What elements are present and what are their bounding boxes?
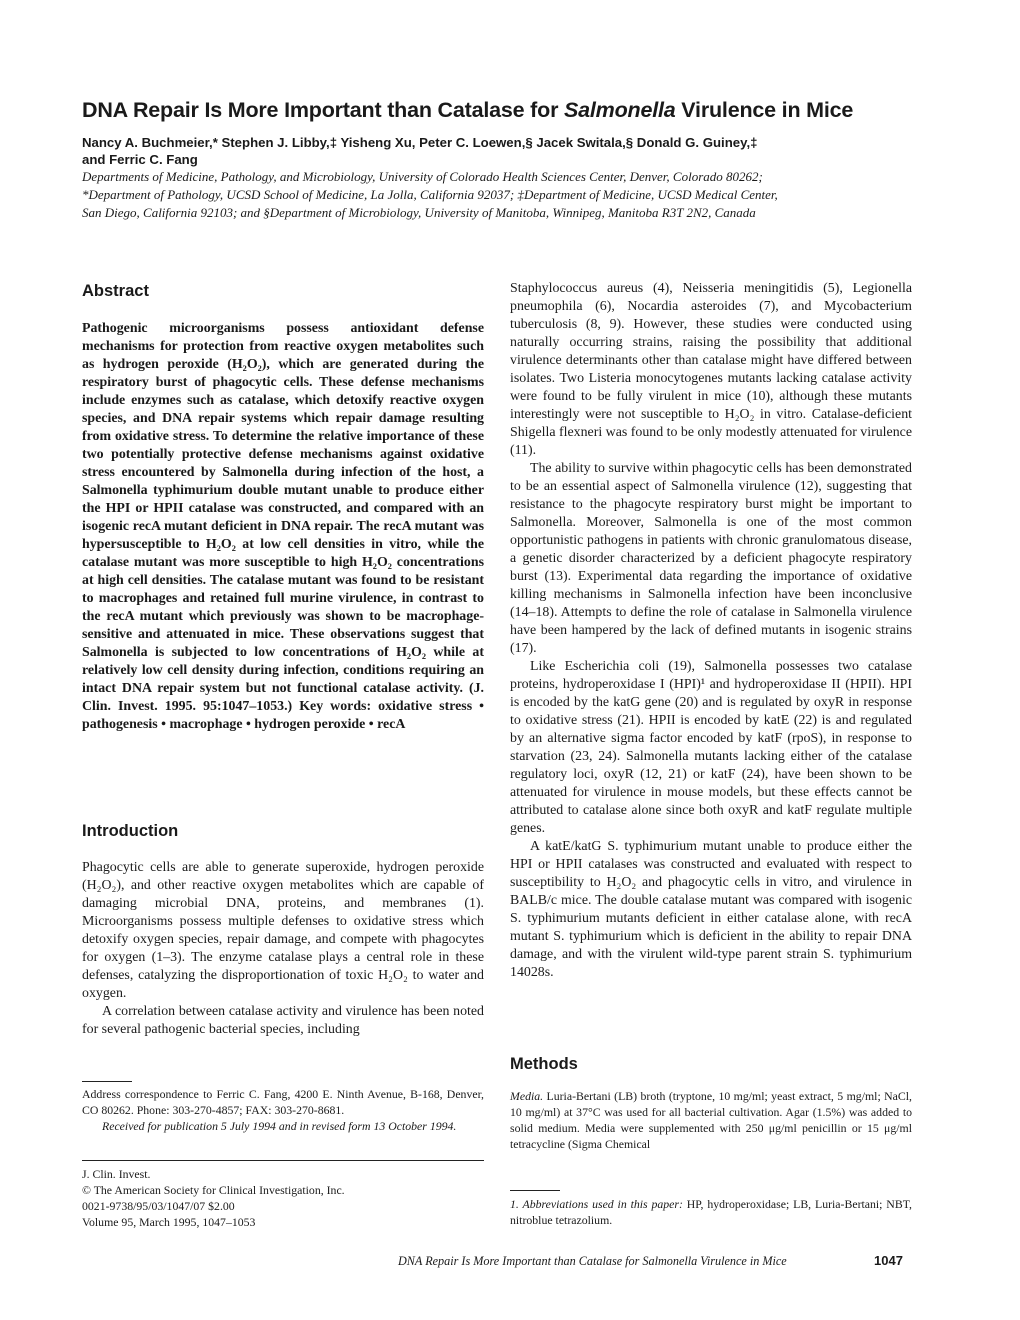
correspondence-footnote: [82, 1086, 484, 1134]
correspondence-text: Address correspondence to Ferric C. Fang, 4200 E. Ninth Avenue, B-168, Denver, CO 80262. Phone: 303-270-4857; FAX: 303-270-8681.: [82, 1087, 484, 1117]
abstract-text: Pathogenic microorganisms possess antioxidant defense mechanisms for protection from reactive oxygen metabolites such as hydrogen peroxide (H₂O₂), which are generated during the respiratory burst of phagocytic cells. These defense mechanisms include enzymes such as catalase, which detoxify reactive oxygen species, and DNA repair systems which repair damage resulting from oxidative stress. To determine the relative importance of these two potentially protective defense mechanisms against oxidative stress encountered by Salmonella during infection of the host, a Salmonella typhimurium double mutant unable to produce either the HPI or HPII catalase was constructed, and compared with an isogenic recA mutant deficient in DNA repair. The recA mutant was hypersusceptible to H₂O₂ at low cell densities in vitro, while the catalase mutant was more susceptible to high H₂O₂ concentrations at high cell densities. The catalase mutant was found to be resistant to macrophages and retained full murine virulence, in contrast to the recA mutant which previously was shown to be macrophage-sensitive and attenuated in mice. These observations suggest that Salmonella is subjected to low concentrations of H₂O₂ while at relatively low cell density during infection, conditions requiring an intact DNA repair system but not functional catalase activity. (J. Clin. Invest. 1995. 95:1047–1053.) Key words: oxidative stress • pathogenesis • macrophage • hydrogen peroxide • recA: [82, 321, 484, 732]
methods-section: [510, 1055, 912, 1152]
media-text: Luria-Bertani (LB) broth (tryptone, 10 mg/ml; yeast extract, 5 mg/ml; NaCl, 10 mg/ml) at 37°C was used for all bacterial cultivation. Agar (1.5%) was added to solid medium. Media were supplemented with 250 μg/ml penicillin or 15 μg/ml tetracycline (Sigma Chemical: [510, 1089, 912, 1151]
media-label: Media.: [510, 1089, 544, 1103]
running-footer: DNA Repair Is More Important than Catalase for Salmonella Virulence in Mice: [398, 1254, 787, 1268]
body-paragraph-2: The ability to survive within phagocytic cells has been demonstrated to be an essential aspect of Salmonella virulence (12), suggesting that resistance to the phagocyte respiratory burst might be important to Salmonella. Moreover, Salmonella is one of the most common opportunistic pathogens in patients with chronic granulomatous disease, a genetic disorder characterized by a deficient phagocyte respiratory burst (13). Experimental data regarding the importance of oxidative killing mechanisms in Salmonella infection have been inconclusive (14–18). Attempts to define the role of catalase in Salmonella virulence have been hampered by the lack of defined mutants in isogenic strains (17).: [510, 461, 912, 656]
body-paragraph-3: Like Escherichia coli (19), Salmonella possesses two catalase proteins, hydroperoxidase I (HPI)¹ and hydroperoxidase II (HPII). HPI is encoded by the katG gene (20) and is regulated by oxyR in response to oxidative stress (21). HPII is encoded by katE (22) is and regulated by an alternative sigma factor encoded by katF (rpoS), in response to starvation (23, 24). Salmonella mutants lacking either of the catalase regulatory loci, oxyR (12, 21) or katF (24), have been shown to be attenuated for virulence in mouse models, but these effects cannot be attributed to catalase alone since both oxyR and katF regulate multiple genes.: [510, 659, 912, 836]
introduction-heading: Introduction: [82, 822, 179, 840]
paper-title: DNA Repair Is More Important than Catalase for Salmonella Virulence in Mice: [82, 98, 854, 122]
citation-divider: [82, 1160, 484, 1161]
introduction-section: [82, 822, 484, 1039]
page-number: 1047: [874, 1253, 903, 1268]
issn-line: 0021-9738/95/03/1047/07 $2.00: [82, 1199, 235, 1213]
abbrev-label: 1. Abbreviations used in this paper:: [510, 1197, 683, 1211]
intro-paragraph-2: A correlation between catalase activity and virulence has been noted for several pathogenic bacterial species, including: [82, 1004, 484, 1037]
received-text: Received for publication 5 July 1994 and in revised form 13 October 1994.: [102, 1119, 457, 1133]
copyright-line: © The American Society for Clinical Investigation, Inc.: [82, 1183, 345, 1197]
methods-heading: Methods: [510, 1055, 578, 1073]
authors-line-2: and Ferric C. Fang: [82, 152, 198, 167]
abstract-heading: Abstract: [82, 282, 149, 300]
abbrev-text: HP, hydroperoxidase; LB, Luria-Bertani; NBT, nitroblue tetrazolium.: [510, 1197, 912, 1227]
intro-paragraph-1: Phagocytic cells are able to generate superoxide, hydrogen peroxide (H₂O₂), and other reactive oxygen metabolites which are capable of damaging microbial DNA, proteins, and membranes (1). Microorganisms possess multiple defenses to oxidative stress which detoxify oxygen species, repair damage, and compete with phagocytes for oxygen (1–3). The enzyme catalase plays a central role in these defenses, catalyzing the disproportionation of toxic H₂O₂ to water and oxygen.: [82, 860, 484, 1001]
affiliation-line-3: San Diego, California 92103; and §Department of Microbiology, University of Manitoba, Winnipeg, Manitoba R3T 2N2, Canada: [82, 205, 756, 220]
volume-line: Volume 95, March 1995, 1047–1053: [82, 1215, 256, 1229]
affiliation-line-2: *Department of Pathology, UCSD School of Medicine, La Jolla, California 92037; ‡Department of Medicine, UCSD Medical Center,: [82, 187, 778, 202]
methods-media-paragraph: [510, 1088, 912, 1152]
affiliation-line-1: Departments of Medicine, Pathology, and Microbiology, University of Colorado Health Sciences Center, Denver, Colorado 80262;: [82, 169, 763, 184]
footnote-divider: [82, 1081, 132, 1082]
right-column-text: [510, 280, 912, 982]
abstract-section: [82, 282, 484, 734]
right-footnote-divider: [510, 1190, 560, 1191]
abbreviations-footnote: [510, 1196, 912, 1228]
body-paragraph-4: A katE/katG S. typhimurium mutant unable to produce either the HPI or HPII catalases was constructed and evaluated with respect to susceptibility to H₂O₂ and phagocytic cells in vitro, and virulence in BALB/c mice. The double catalase mutant was compared with isogenic S. typhimurium mutants deficient in either catalase alone, with recA mutant S. typhimurium which is deficient in the ability to repair DNA damage, and with the virulent wild-type parent strain S. typhimurium 14028s.: [510, 839, 912, 980]
author-list: [82, 134, 942, 168]
authors-line-1: Nancy A. Buchmeier,* Stephen J. Libby,‡ Yisheng Xu, Peter C. Loewen,§ Jacek Switala,§ Donald G. Guiney,‡: [82, 135, 758, 150]
citation-block: [82, 1166, 484, 1230]
journal-name: J. Clin. Invest.: [82, 1167, 151, 1181]
body-paragraph-1: Staphylococcus aureus (4), Neisseria meningitidis (5), Legionella pneumophila (6), Nocardia asteroides (7), and Mycobacterium tuberculosis (8, 9). However, these studies were conducted using naturally occurring strains, raising the possibility that additional virulence determinants other than catalase might have differed between isolates. Two Listeria monocytogenes mutants lacking catalase activity were found to be fully virulent in mice (10), although these mutants interestingly were not susceptible to H₂O₂ in vitro. Catalase-deficient Shigella flexneri was found to be only modestly attenuated for virulence (11).: [510, 281, 912, 458]
affiliations: [82, 168, 942, 222]
